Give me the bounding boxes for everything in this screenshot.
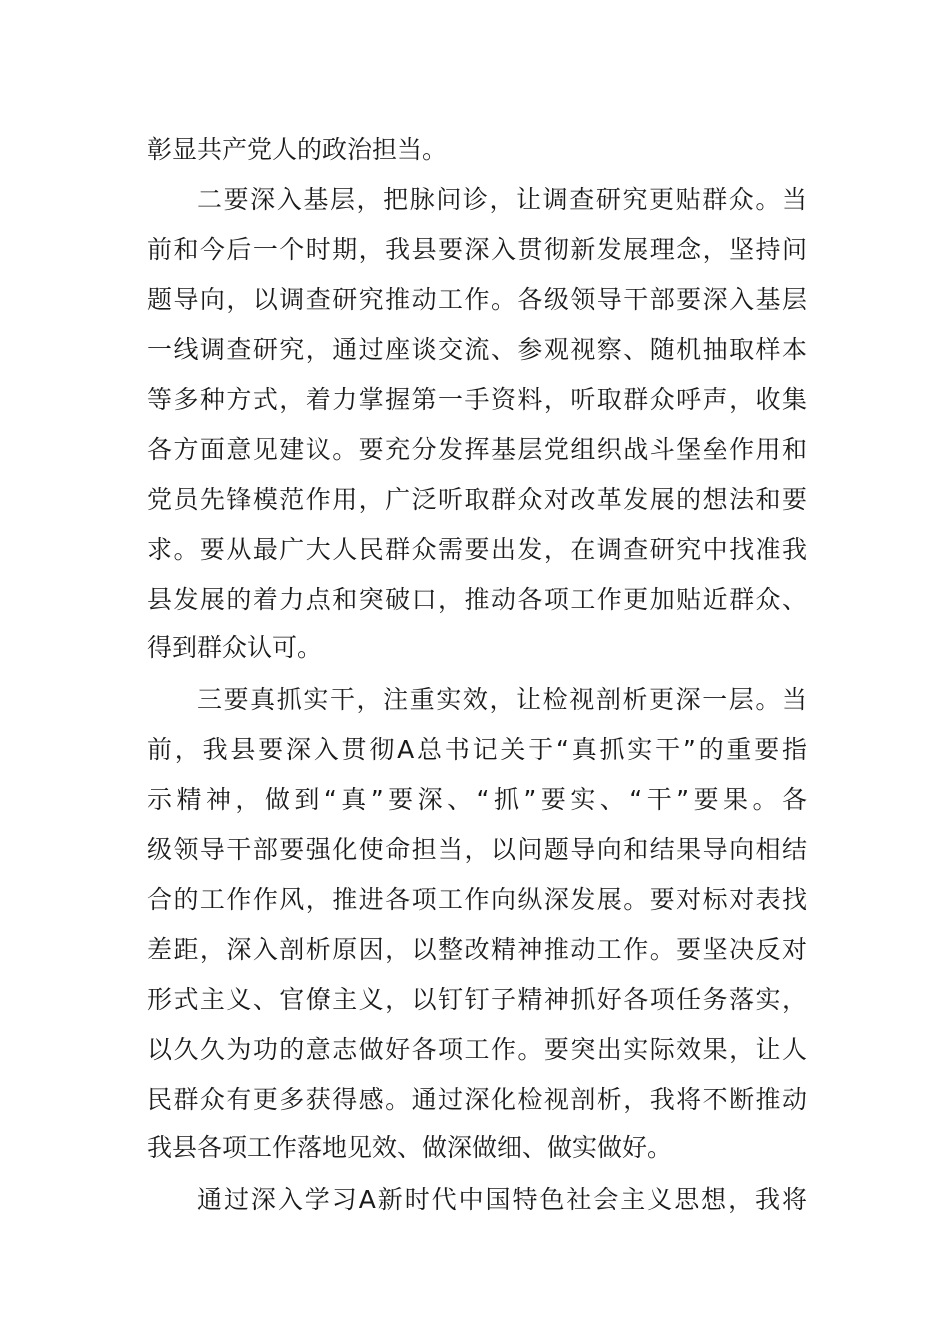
text-line: 级领导干部要强化使命担当，以问题导向和结果导向相结 [147,835,807,864]
text-line: 县发展的着力点和突破口，推动各项工作更加贴近群众、 [147,585,807,614]
text-line: 以久久为功的意志做好各项工作。要突出实际效果，让人 [147,1035,807,1064]
text-line: 示精神，做到“真”要深、“抓”要实、“干”要果。各 [147,785,807,814]
text-line: 求。要从最广大人民群众需要出发，在调查研究中找准我 [147,535,807,564]
text-line: 党员先锋模范作用，广泛听取群众对改革发展的想法和要 [147,485,807,514]
text-line: 民群众有更多获得感。通过深化检视剖析，我将不断推动 [147,1085,807,1114]
text-line: 各方面意见建议。要充分发挥基层党组织战斗堡垒作用和 [147,435,807,464]
text-line: 题导向，以调查研究推动工作。各级领导干部要深入基层 [147,285,807,314]
text-line: 前和今后一个时期，我县要深入贯彻新发展理念，坚持问 [147,235,807,264]
text-line: 合的工作作风，推进各项工作向纵深发展。要对标对表找 [147,885,807,914]
text-line: 前，我县要深入贯彻A总书记关于“真抓实干”的重要指 [147,735,807,764]
text-line: 我县各项工作落地见效、做深做细、做实做好。 [147,1133,673,1162]
text-line: 等多种方式，着力掌握第一手资料，听取群众呼声，收集 [147,385,807,414]
text-line: 彰显共产党人的政治担当。 [147,135,448,164]
paragraph-first-line: 二要深入基层，把脉问诊，让调查研究更贴群众。当 [197,185,807,214]
paragraph-first-line: 通过深入学习A新时代中国特色社会主义思想，我将 [197,1185,807,1214]
paragraph-first-line: 三要真抓实干，注重实效，让检视剖析更深一层。当 [197,685,807,714]
text-line: 得到群众认可。 [147,633,323,662]
text-line: 形式主义、官僚主义，以钉钉子精神抓好各项任务落实， [147,985,807,1014]
text-line: 一线调查研究，通过座谈交流、参观视察、随机抽取样本 [147,335,807,364]
text-line: 差距，深入剖析原因，以整改精神推动工作。要坚决反对 [147,935,807,964]
